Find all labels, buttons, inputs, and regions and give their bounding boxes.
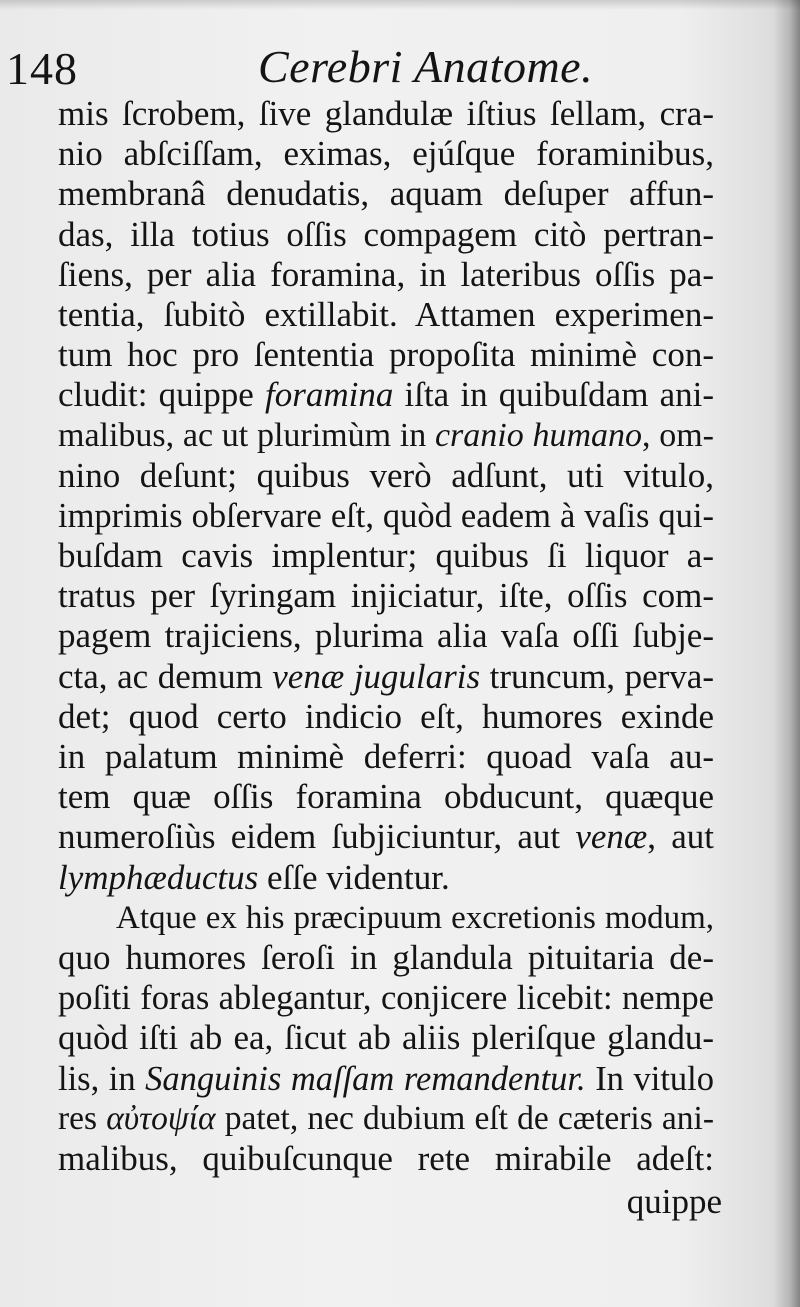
text-run: membranâ denudatis, aquam deſuper affun- <box>58 174 714 214</box>
text-line <box>58 255 714 295</box>
text-line <box>58 898 714 938</box>
text-line <box>58 1099 714 1139</box>
text-run: ſiens, per alia foramina, in lateribus oſſis pa- <box>58 254 714 294</box>
text-line <box>58 456 714 496</box>
text-run: lis, in <box>58 1059 146 1098</box>
text-line <box>58 777 714 817</box>
text-line <box>58 737 714 777</box>
text-run: numeroſiùs eidem ſubjiciuntur, aut <box>58 817 576 857</box>
text-run: quòd iſti ab ea, ſicut ab aliis pleriſque glandu- <box>58 1018 714 1058</box>
italic-run: venæ <box>575 817 648 857</box>
text-line <box>58 295 714 335</box>
italic-run: venæ jugularis <box>272 656 481 696</box>
text-run: , om- <box>642 416 714 454</box>
text-run: In vitulo <box>585 1059 714 1098</box>
text-run: das, illa totius oſſis compagem citò pertran- <box>58 214 714 254</box>
text-run: poſiti foras ablegantur, conjicere licebit: nempe <box>58 979 714 1018</box>
text-line <box>58 134 714 174</box>
text-line <box>58 1059 714 1099</box>
text-run: malibus, ac ut plurimùm in <box>58 416 435 454</box>
text-line <box>58 657 714 697</box>
text-run: res <box>58 1099 107 1137</box>
page-number: 148 <box>6 43 78 94</box>
italic-run: lymphæductus <box>58 857 259 897</box>
text-run: iſta in quibuſdam ani- <box>393 375 714 415</box>
text-run: nio abſciſſam, eximas, ejúſque foraminibus, <box>58 134 714 174</box>
text-line <box>58 1018 714 1058</box>
italic-run: cranio humano <box>434 416 642 454</box>
text-line <box>58 215 714 255</box>
text-line <box>58 616 714 656</box>
text-line <box>58 496 714 536</box>
text-run: tum hoc pro ſententia propoſita minimè con- <box>58 335 714 375</box>
page-edge-shadow <box>774 0 800 1307</box>
text-run: det; quod certo indicio eſt, humores exinde <box>58 696 714 736</box>
text-run: nino deſunt; quibus verò adſunt, uti vitulo, <box>58 455 714 495</box>
text-run: in palatum minimè deferri: quoad vaſa au- <box>58 737 714 776</box>
catchword: quippe <box>626 1182 722 1221</box>
text-run: imprimis obſervare eſt, quòd eadem à vaſis qui- <box>58 496 714 535</box>
text-run: patet, nec dubium eſt de cæteris ani- <box>215 1099 714 1137</box>
text-run: tem quæ oſſis foramina obducunt, quæque <box>58 777 714 817</box>
text-run: quo humores ſeroſi in glandula pituitaria de- <box>58 937 714 977</box>
page-top-shadow <box>0 0 800 10</box>
text-run: mis ſcrobem, ſive glandulæ iſtius ſellam, cra- <box>58 94 714 133</box>
text-line <box>58 375 714 415</box>
text-run: Atque ex his præcipuum excretionis modum, <box>116 899 714 936</box>
text-run: cludit: quippe <box>58 375 265 415</box>
text-run: truncum, perva- <box>480 656 714 696</box>
text-line <box>58 94 714 134</box>
text-line <box>58 576 714 616</box>
italic-run: αὐτοψία <box>106 1099 216 1137</box>
text-line <box>58 858 714 898</box>
text-line <box>58 335 714 375</box>
text-line <box>58 817 714 857</box>
text-line <box>58 978 714 1018</box>
text-line <box>58 938 714 978</box>
text-line <box>58 536 714 576</box>
text-run: tratus per ſyringam injiciatur, iſte, oſſis com- <box>58 576 714 616</box>
text-run: malibus, quibuſcunque rete mirabile adeſt: <box>58 1138 714 1178</box>
text-line <box>58 174 714 214</box>
text-run: cta, ac demum <box>58 656 273 696</box>
text-line <box>58 697 714 737</box>
body-text <box>58 94 714 1179</box>
text-line <box>58 416 714 456</box>
running-head: Cerebri Anatome. <box>258 41 594 92</box>
text-run: pagem trajiciens, plurima alia vaſa oſſi ſubje- <box>58 616 714 656</box>
text-run: buſdam cavis implentur; quibus ſi liquor a- <box>58 536 714 576</box>
text-run: tentia, ſubitò extillabit. Attamen experimen- <box>58 294 714 334</box>
italic-run: Sanguinis maſſam remandentur. <box>145 1059 586 1098</box>
italic-run: foramina <box>264 375 394 415</box>
text-run: , aut <box>647 817 715 857</box>
text-run: eſſe videntur. <box>258 857 450 897</box>
text-line <box>58 1139 714 1179</box>
